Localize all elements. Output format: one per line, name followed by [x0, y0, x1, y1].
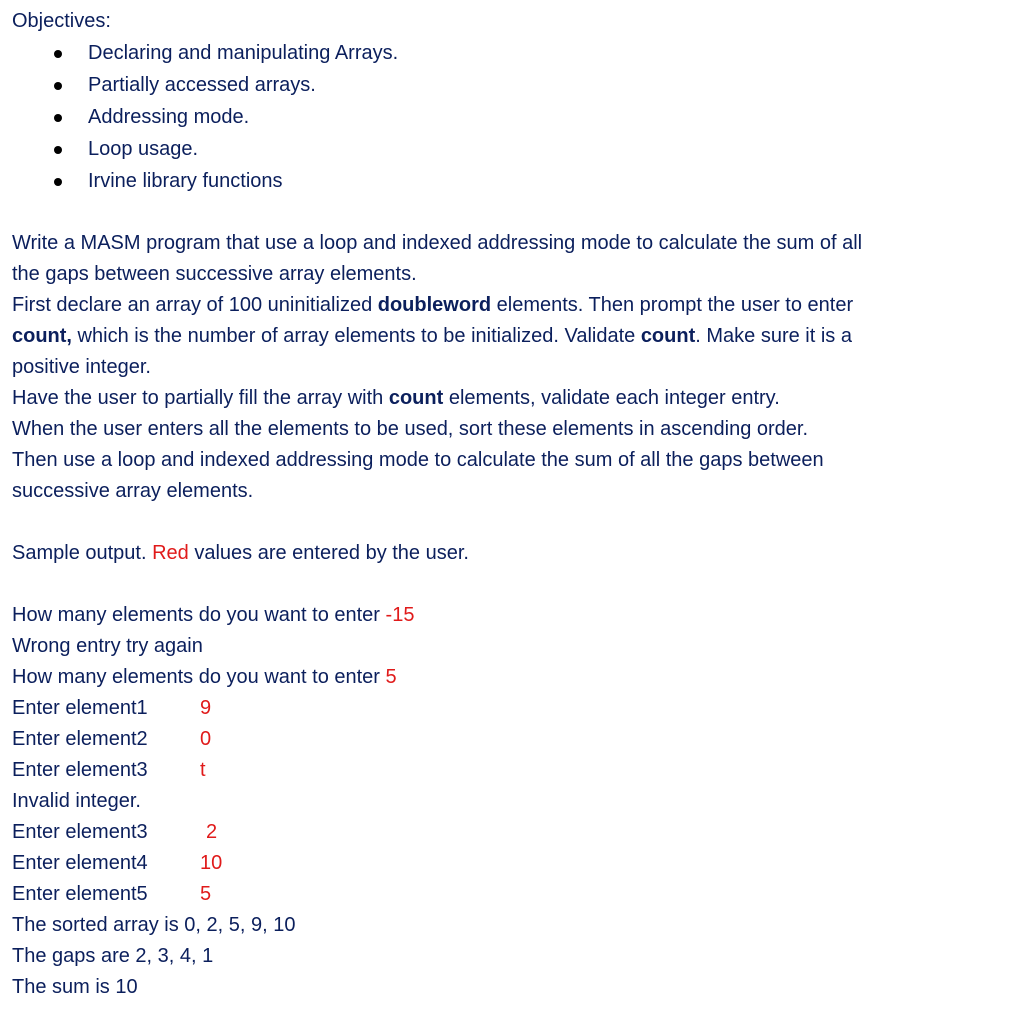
- text-run: values are entered by the user.: [188, 542, 469, 564]
- output-line: The gaps are 2, 3, 4, 1: [12, 945, 214, 967]
- spacer: [12, 507, 1012, 538]
- sample-output: [12, 600, 1012, 1003]
- output-line: Wrong entry try again: [12, 635, 203, 657]
- prompt-text: Enter element5: [12, 883, 148, 905]
- text-run: Sample output.: [12, 542, 153, 564]
- prompt-text: How many elements do you want to enter: [12, 666, 386, 688]
- prompt-text: Enter element2: [12, 728, 148, 750]
- assignment-description: [12, 228, 1012, 507]
- red-word: Red: [152, 542, 189, 564]
- text-run: elements. Then prompt the user to enter: [491, 294, 854, 316]
- text-run: . Make sure it is a: [695, 325, 852, 347]
- user-input: 10: [200, 852, 223, 874]
- objectives-list: [12, 37, 1012, 197]
- output-line: [12, 879, 1012, 910]
- bold-term: count: [388, 387, 444, 409]
- bold-term: doubleword: [377, 294, 492, 316]
- objective-item: Loop usage.: [12, 133, 1012, 165]
- objective-item: Declaring and manipulating Arrays.: [12, 37, 1012, 69]
- user-input: 5: [200, 883, 212, 905]
- output-line: [12, 693, 1012, 724]
- user-input: 2: [206, 821, 218, 843]
- output-line: [12, 817, 1012, 848]
- text-run: elements, validate each integer entry.: [443, 387, 780, 409]
- description-line: [12, 383, 1012, 414]
- prompt-text: Enter element3: [12, 821, 148, 843]
- objective-item: Addressing mode.: [12, 101, 1012, 133]
- description-line: [12, 290, 1012, 321]
- description-line: Then use a loop and indexed addressing mode to calculate the sum of all the gaps between: [12, 449, 824, 471]
- prompt-text: Enter element3: [12, 759, 148, 781]
- objective-item: Irvine library functions: [12, 165, 1012, 197]
- sample-output-note: [12, 538, 1012, 569]
- description-line: Write a MASM program that use a loop and indexed addressing mode to calculate the sum of all: [12, 232, 863, 254]
- prompt-text: Enter element4: [12, 852, 148, 874]
- prompt-text: How many elements do you want to enter: [12, 604, 386, 626]
- user-input: t: [200, 759, 206, 781]
- output-line: [12, 724, 1012, 755]
- description-line: positive integer.: [12, 356, 151, 378]
- description-line: successive array elements.: [12, 480, 254, 502]
- objectives-heading: Objectives:: [12, 10, 111, 32]
- objective-item: Partially accessed arrays.: [12, 69, 1012, 101]
- spacer: [12, 569, 1012, 600]
- description-line: the gaps between successive array elements.: [12, 263, 417, 285]
- text-run: which is the number of array elements to be initialized. Validate: [72, 325, 641, 347]
- text-run: Have the user to partially fill the array with: [12, 387, 389, 409]
- user-input: -15: [385, 604, 415, 626]
- description-line: [12, 321, 1012, 352]
- spacer: [12, 197, 1012, 228]
- user-input: 0: [200, 728, 212, 750]
- description-line: When the user enters all the elements to be used, sort these elements in ascending order.: [12, 418, 809, 440]
- text-run: First declare an array of 100 uninitialized: [12, 294, 378, 316]
- output-line: The sorted array is 0, 2, 5, 9, 10: [12, 914, 296, 936]
- user-input: 9: [200, 697, 212, 719]
- document-page: [12, 6, 1012, 1003]
- output-line: [12, 755, 1012, 786]
- output-line: [12, 600, 1012, 631]
- output-line: [12, 848, 1012, 879]
- output-line: [12, 662, 1012, 693]
- user-input: 5: [385, 666, 397, 688]
- prompt-text: Enter element1: [12, 697, 148, 719]
- bold-term: count: [640, 325, 696, 347]
- bold-term: count,: [12, 325, 72, 347]
- output-line: The sum is 10: [12, 976, 138, 998]
- output-line: Invalid integer.: [12, 790, 141, 812]
